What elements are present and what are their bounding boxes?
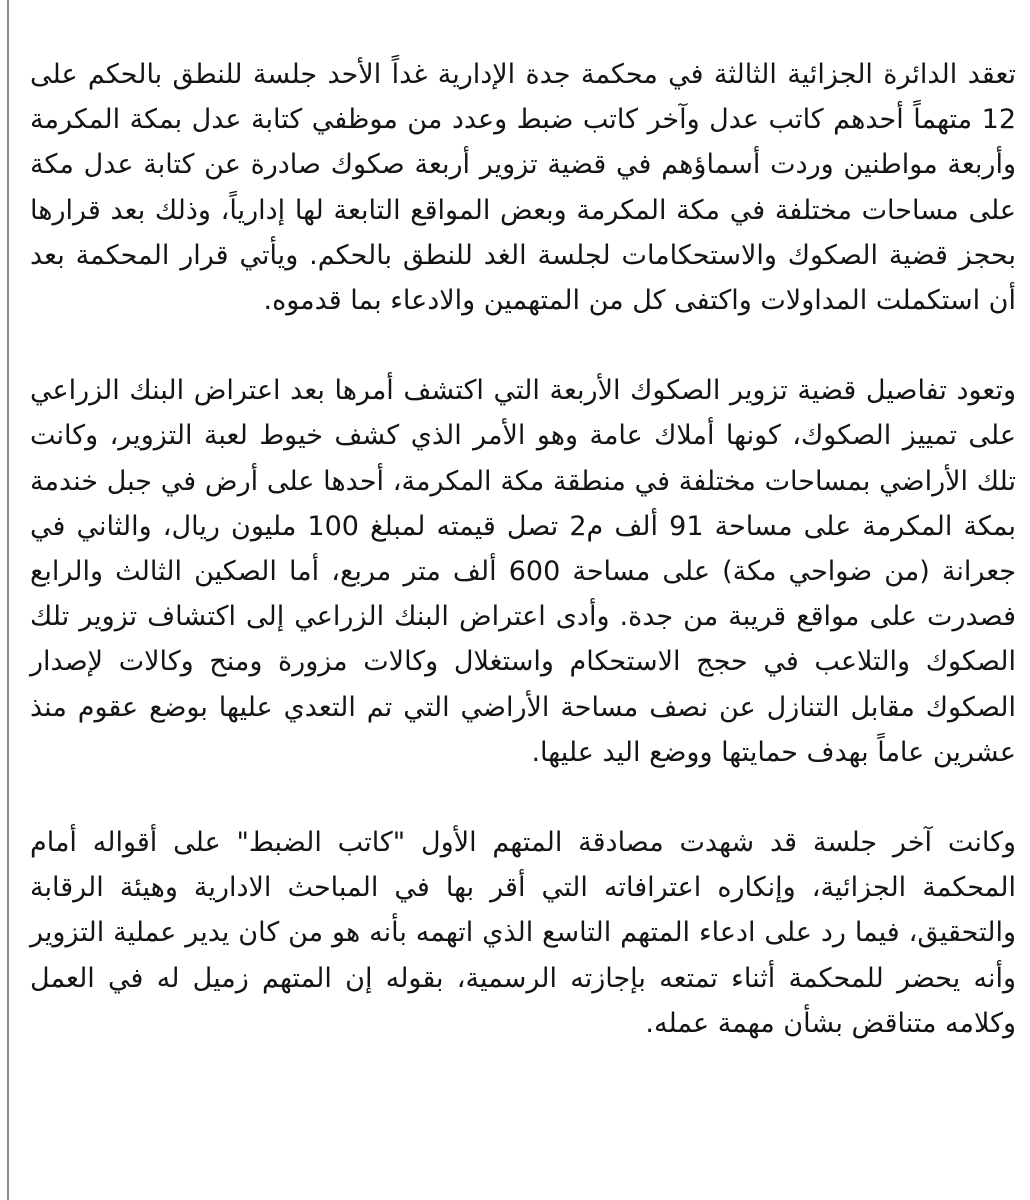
- article-paragraph-3: وكانت آخر جلسة قد شهدت مصادقة المتهم الأول "كاتب الضبط" على أقواله أمام المحكمة الجزائية، وإنكاره اعترافاته التي أقر بها في المباحث الادارية وهيئة الرقابة والتحقيق، فيما رد على ادعاء المتهم التاسع الذي اتهمه بأنه هو من كان يدير عملية التزوير وأنه يحضر للمحكمة أثناء تمتعه بإجازته الرسمية، بقوله إن المتهم زميل له في العمل وكلامه متناقض بشأن مهمة عمله.: [30, 827, 1016, 1039]
- article-body: [30, 52, 1016, 1046]
- article-paragraph-1: تعقد الدائرة الجزائية الثالثة في محكمة جدة الإدارية غداً الأحد جلسة للنطق بالحكم على 12 متهماً أحدهم كاتب عدل وآخر كاتب ضبط وعدد من موظفي كتابة عدل بمكة المكرمة وأربعة مواطنين وردت أسماؤهم في قضية تزوير أربعة صكوك صادرة عن كتابة عدل مكة على مساحات مختلفة في مكة المكرمة وبعض المواقع التابعة لها إدارياً، وذلك بعد قرارها بحجز قضية الصكوك والاستحكامات لجلسة الغد للنطق بالحكم. ويأتي قرار المحكمة بعد أن استكملت المداولات واكتفى كل من المتهمين والادعاء بما قدموه.: [30, 59, 1016, 317]
- left-border-line: [7, 0, 9, 1200]
- article-paragraph-2: وتعود تفاصيل قضية تزوير الصكوك الأربعة التي اكتشف أمرها بعد اعتراض البنك الزراعي على تمييز الصكوك، كونها أملاك عامة وهو الأمر الذي كشف خيوط لعبة التزوير، وكانت تلك الأراضي بمساحات مختلفة في منطقة مكة المكرمة، أحدها على أرض في جبل خندمة بمكة المكرمة على مساحة 91 ألف م2 تصل قيمته لمبلغ 100 مليون ريال، والثاني في جعرانة (من ضواحي مكة) على مساحة 600 ألف متر مربع، أما الصكين الثالث والرابع فصدرت على مواقع قريبة من جدة. وأدى اعتراض البنك الزراعي إلى اكتشاف تزوير تلك الصكوك والتلاعب في حجج الاستحكام واستغلال وكالات مزورة ومنح وكالات لإصدار الصكوك مقابل التنازل عن نصف مساحة الأراضي التي تم التعدي عليها بوضع عقوم منذ عشرين عاماً بهدف حمايتها ووضع اليد عليها.: [30, 375, 1016, 768]
